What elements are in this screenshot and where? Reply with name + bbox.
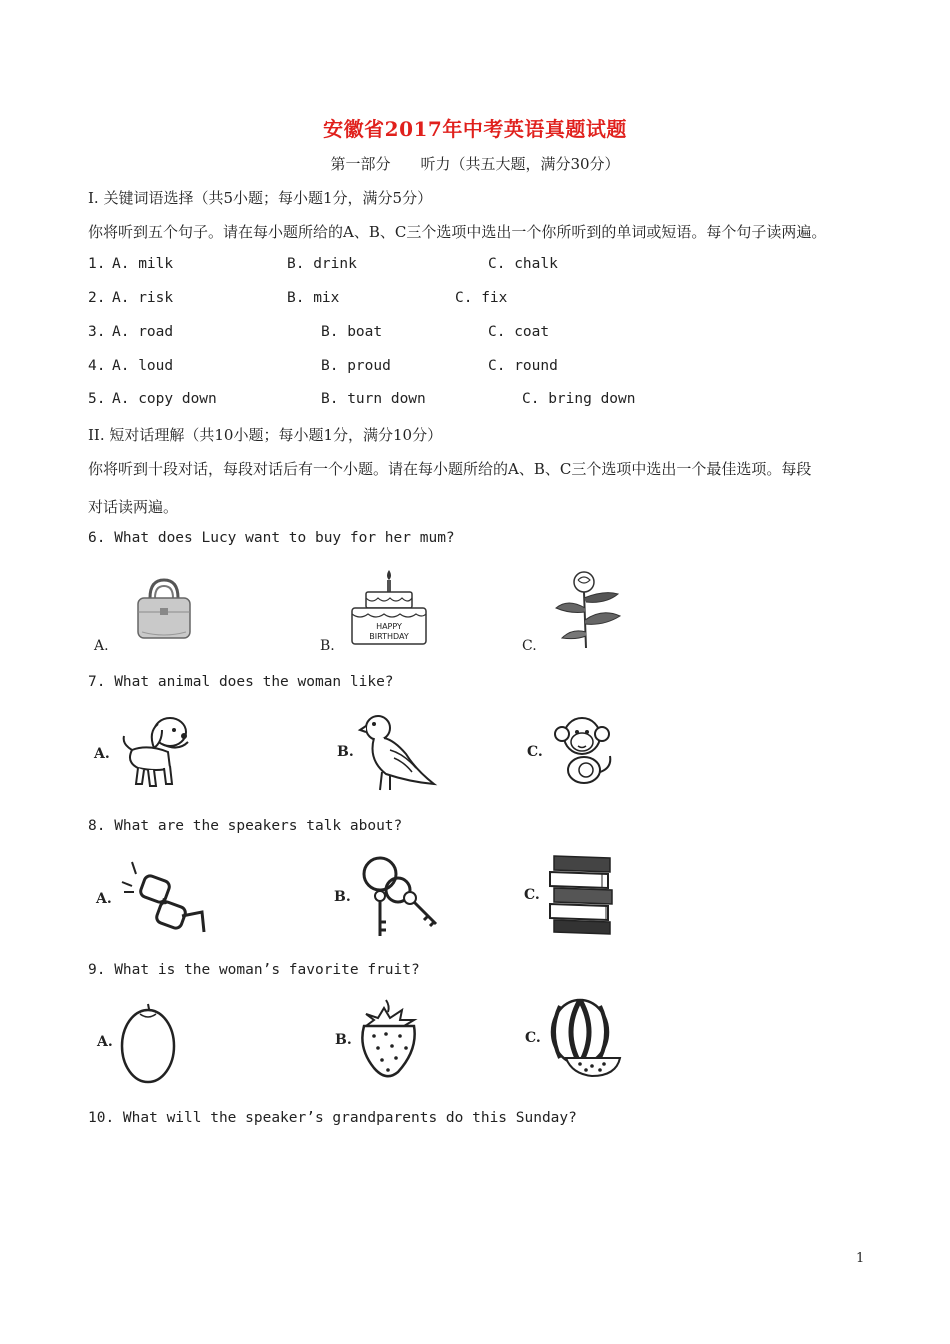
question-7: 7. What animal does the woman like? <box>88 674 394 690</box>
part-heading: 第一部分 听力（共五大题，满分30分） <box>330 155 620 173</box>
option-a: A. loud <box>112 358 174 374</box>
picture-label-a: A. <box>97 1034 113 1050</box>
question-number: 5. <box>88 391 106 407</box>
birthday-cake-image <box>348 568 430 648</box>
glasses-image <box>118 858 210 940</box>
cake-text-birthday: BIRTHDAY <box>369 632 409 641</box>
option-a: A. copy down <box>112 391 217 407</box>
picture-label-c: C. <box>524 887 540 903</box>
books-image <box>548 852 616 936</box>
handbag-image <box>128 576 200 642</box>
question-8: 8. What are the speakers talk about? <box>88 818 403 834</box>
picture-label-b: B. <box>337 744 354 760</box>
picture-label-b: B. <box>334 889 351 905</box>
dog-image <box>118 712 198 790</box>
question-number: 1. <box>88 256 106 272</box>
question-6: 6. What does Lucy want to buy for her mum? <box>88 530 455 546</box>
option-c: C. bring down <box>522 391 636 407</box>
watermelon-image <box>546 996 624 1080</box>
picture-label-a: A. <box>96 891 112 907</box>
option-b: B. mix <box>287 290 340 306</box>
picture-label-c: C. <box>527 744 543 760</box>
option-b: B. proud <box>321 358 391 374</box>
rose-image <box>548 568 632 652</box>
option-b: B. drink <box>287 256 357 272</box>
picture-label-b: B. <box>320 638 335 654</box>
picture-label-b: B. <box>335 1032 352 1048</box>
picture-label-a: A. <box>94 746 110 762</box>
option-a: A. road <box>112 324 174 340</box>
section1-heading: I. 关键词语选择（共5小题；每小题1分，满分5分） <box>88 189 433 207</box>
picture-label-c: C. <box>525 1030 541 1046</box>
option-a: A. risk <box>112 290 174 306</box>
section1-instruction: 你将听到五个句子。请在每小题所给的A、B、C三个选项中选出一个你所听到的单词或短语。每个句子读两遍。 <box>88 223 827 241</box>
keys-image <box>358 852 442 944</box>
option-b: B. boat <box>321 324 383 340</box>
option-c: C. round <box>488 358 558 374</box>
strawberry-image <box>356 998 424 1084</box>
picture-label-c: C. <box>522 638 537 654</box>
cake-text-happy: HAPPY <box>376 622 402 631</box>
question-number: 2. <box>88 290 106 306</box>
page-number: 1 <box>856 1251 865 1266</box>
page-title: 安徽省2017年中考英语真题试题 <box>323 117 627 141</box>
section2-heading: II. 短对话理解（共10小题；每小题1分，满分10分） <box>88 426 443 444</box>
option-a: A. milk <box>112 256 174 272</box>
question-9: 9. What is the woman’s favorite fruit? <box>88 962 420 978</box>
question-10: 10. What will the speaker’s grandparents do this Sunday? <box>88 1110 577 1126</box>
question-number: 3. <box>88 324 106 340</box>
option-c: C. fix <box>455 290 508 306</box>
question-number: 4. <box>88 358 106 374</box>
plum-image <box>118 1000 180 1086</box>
section2-instruction: 你将听到十段对话，每段对话后有一个小题。请在每小题所给的A、B、C三个选项中选出一个最佳选项。每段 <box>88 460 812 478</box>
monkey-image <box>552 712 618 786</box>
option-c: C. chalk <box>488 256 558 272</box>
option-c: C. coat <box>488 324 550 340</box>
picture-label-a: A. <box>94 638 109 654</box>
option-b: B. turn down <box>321 391 426 407</box>
section2-instruction-cont: 对话读两遍。 <box>88 498 179 516</box>
bird-image <box>360 710 442 794</box>
